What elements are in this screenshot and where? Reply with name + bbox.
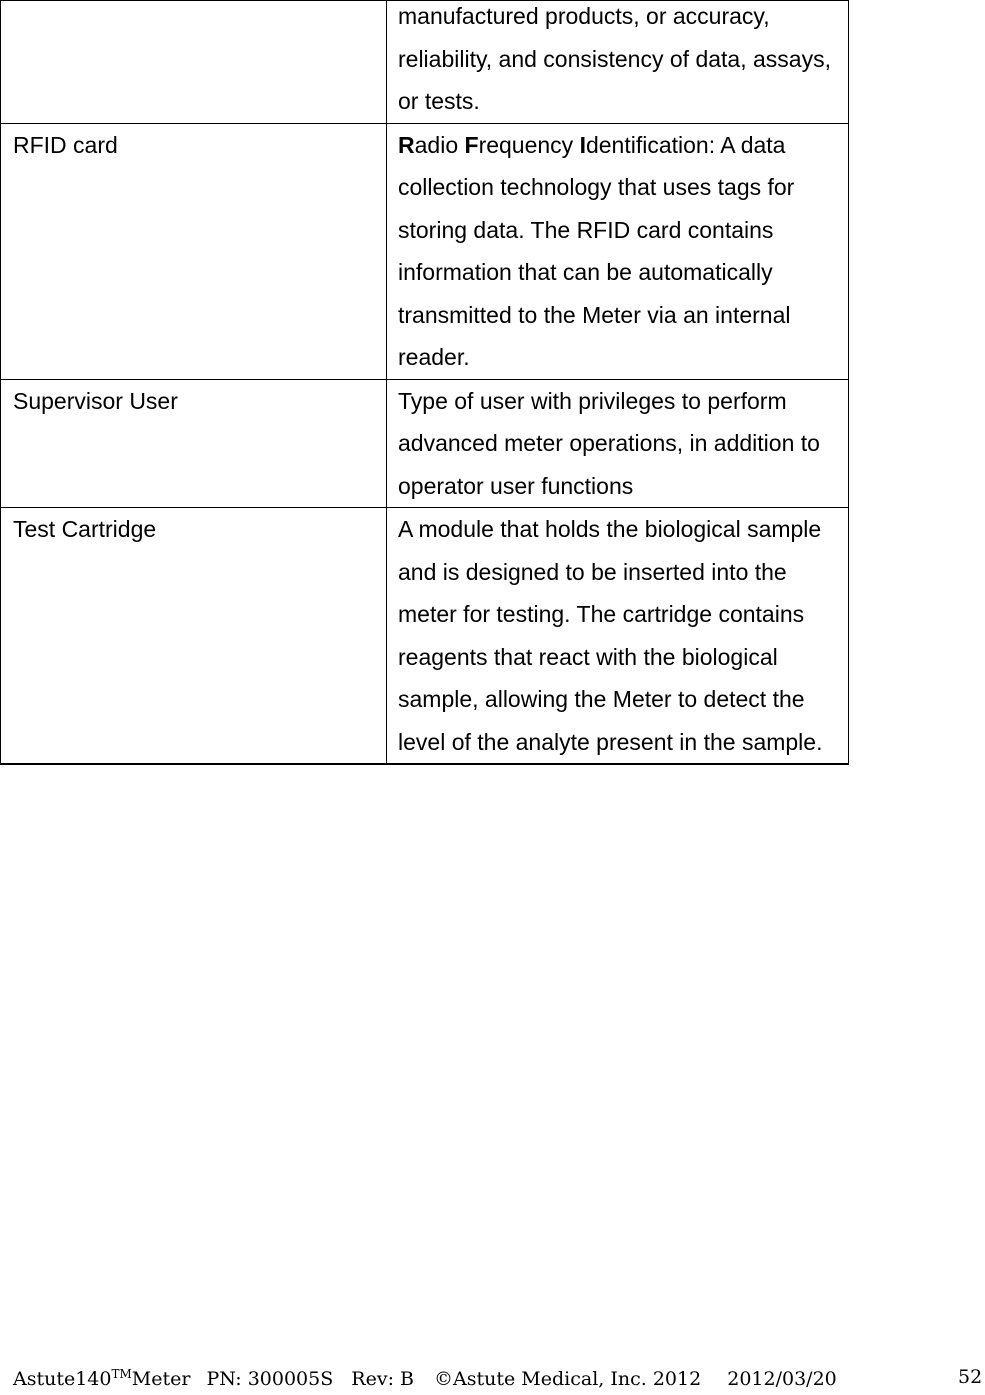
table-row xyxy=(1,379,849,508)
table-row xyxy=(1,508,849,765)
table-row xyxy=(1,1,849,124)
footer-product: Astute140™Meter xyxy=(13,1367,191,1390)
term-cell: Test Cartridge xyxy=(1,508,387,765)
definition-cell: A module that holds the biological sample and is designed to be inserted into the meter for testing. The cartridge contains reagents that react with the biological sample, allowing the Meter to detect the level of the analyte present in the sample. xyxy=(387,508,849,765)
trademark-mark: TM xyxy=(111,1367,132,1381)
definition-text: requency xyxy=(478,131,580,158)
definition-cell xyxy=(387,1,849,124)
term-cell: Supervisor User xyxy=(1,379,387,508)
page-number: 52 xyxy=(958,1366,983,1388)
definition-text: dentification: A data collection technology that uses tags for storing data. The RFID card contains information that can be automatically transmitted to the Meter via an internal reader. xyxy=(398,131,795,370)
definition-text: adio xyxy=(414,131,465,158)
definition-bold-letter: R xyxy=(398,131,415,158)
page-footer xyxy=(13,1367,837,1390)
definition-text: manufactured products, or accuracy, reliability, and consistency of data, assays, or tests. xyxy=(398,3,831,114)
definition-cell: Type of user with privileges to perform advanced meter operations, in addition to operator user functions xyxy=(387,379,849,508)
footer-date: 2012/03/20 xyxy=(727,1368,837,1390)
footer-copyright: ©Astute Medical, Inc. 2012 xyxy=(434,1368,702,1390)
footer-part-number: PN: 300005S xyxy=(206,1368,334,1390)
table-row xyxy=(1,123,849,379)
term-cell xyxy=(1,1,387,124)
footer-revision: Rev: B xyxy=(351,1368,414,1390)
term-cell: RFID card xyxy=(1,123,387,379)
definition-bold-letter: I xyxy=(579,131,586,158)
glossary-table xyxy=(0,0,849,765)
definition-cell xyxy=(387,123,849,379)
definition-bold-letter: F xyxy=(464,131,479,158)
